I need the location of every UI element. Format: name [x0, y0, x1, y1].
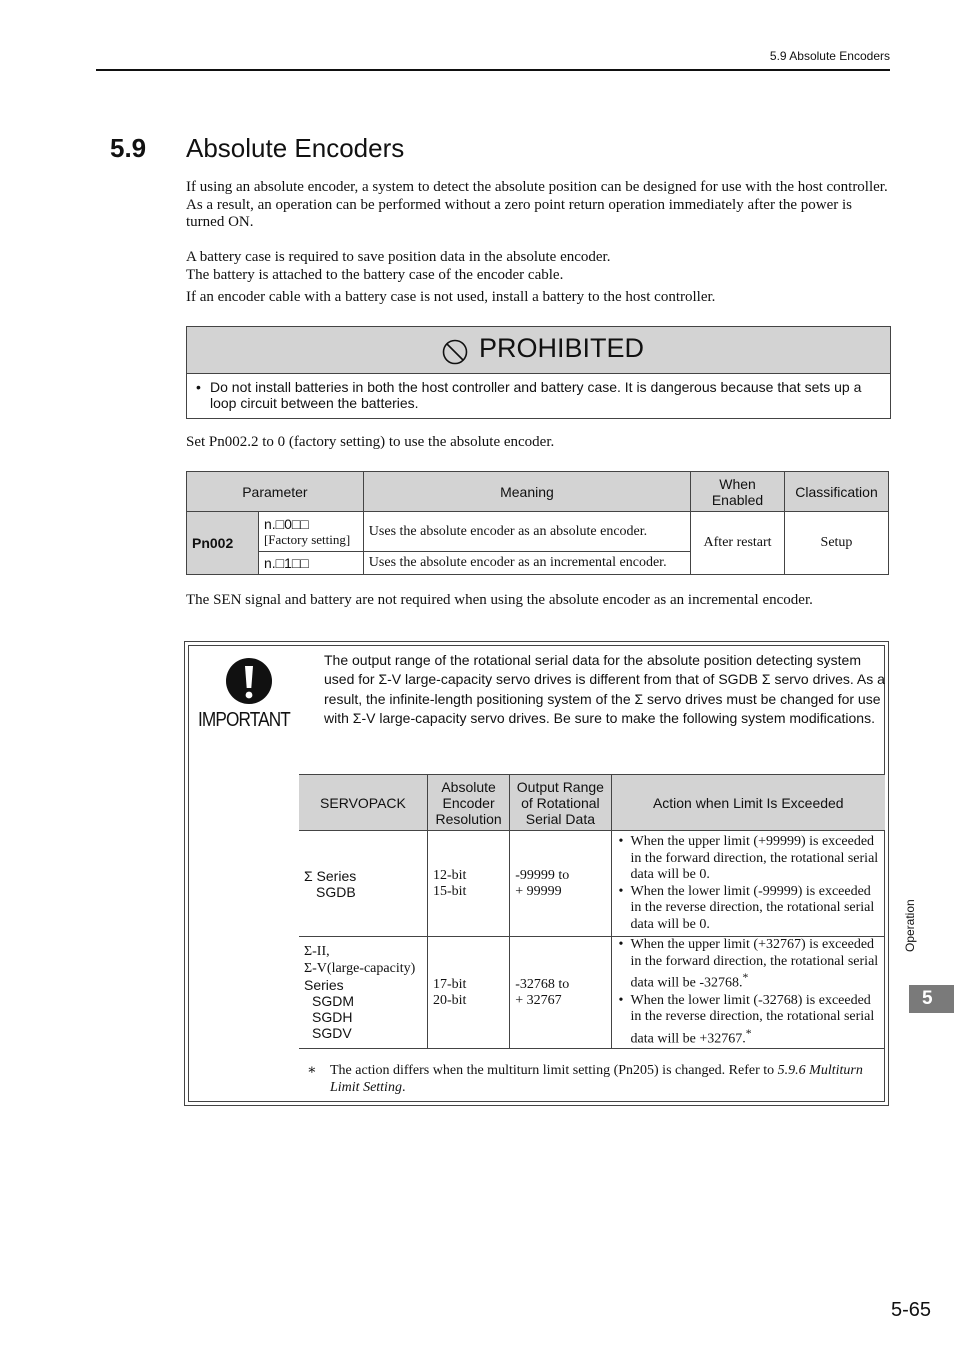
- footnote-marker: *: [742, 971, 749, 985]
- prohibited-title: PROHIBITED: [479, 333, 645, 363]
- page-number: 5-65: [890, 1299, 931, 1321]
- resolution-value: 15-bit: [432, 883, 467, 899]
- important-label: IMPORTANT: [198, 709, 290, 731]
- footnote-end: .: [401, 1079, 406, 1095]
- model-name: SGDB: [316, 883, 356, 900]
- header-classification: Classification: [785, 472, 889, 512]
- battery-paragraph-1: A battery case is required to save position data in the absolute encoder.: [186, 249, 611, 265]
- sen-signal-note: The SEN signal and battery are not required when using the absolute encoder as an incremental encoder.: [186, 592, 813, 608]
- header-resolution: Absolute Encoder Resolution: [427, 775, 509, 831]
- chapter-tab-number: 5: [909, 985, 954, 1013]
- parameter-intro: Set Pn002.2 to 0 (factory setting) to use the absolute encoder.: [186, 434, 555, 450]
- setting-cell: [258, 512, 363, 552]
- prohibited-header: [187, 327, 890, 374]
- series-label: Series: [304, 977, 344, 993]
- series-name: Σ-II,: [304, 944, 330, 959]
- action-cell: [611, 937, 885, 1049]
- running-head: 5.9 Absolute Encoders: [769, 49, 890, 63]
- battery-paragraph-2: The battery is attached to the battery case of the encoder cable.: [186, 267, 564, 283]
- header-action: Action when Limit Is Exceeded: [611, 775, 885, 831]
- servopack-cell: [299, 937, 427, 1049]
- model-name: SGDM: [312, 993, 354, 1009]
- action-item: [619, 834, 880, 884]
- range-cell: [510, 831, 611, 937]
- resolution-cell: [427, 937, 509, 1049]
- bullet-mark: •: [618, 992, 624, 1008]
- header-rule: [96, 69, 890, 71]
- when-enabled-cell: After restart: [691, 512, 785, 575]
- range-value: -99999 to: [515, 867, 570, 883]
- model-name: SGDV: [312, 1025, 352, 1041]
- bullet-mark: •: [618, 834, 624, 849]
- exclamation-icon: [223, 658, 275, 706]
- range-value: -32768 to: [515, 976, 570, 992]
- footnote-text: The action differs when the multiturn limit setting (Pn205) is changed. Refer to: [330, 1063, 778, 1078]
- footnote: [307, 1063, 887, 1096]
- action-text: When the upper limit (+32767) is exceeded in the forward direction, the rotational serial data will be -32768.: [630, 937, 879, 991]
- section-title: Absolute Encoders: [186, 133, 405, 163]
- chapter-tab-label: Operation: [903, 899, 917, 953]
- range-cell: [510, 937, 611, 1049]
- action-text: When the upper limit (+99999) is exceeded in the forward direction, the rotational serial data will be 0.: [630, 834, 879, 882]
- model-name: SGDH: [312, 1009, 353, 1025]
- parameter-number: Pn002: [187, 512, 259, 575]
- setting-value: n.□0□□: [263, 515, 309, 532]
- action-cell: [611, 831, 885, 937]
- action-item: [619, 937, 880, 992]
- battery-paragraph-3: If an encoder cable with a battery case is not used, install a battery to the host controller.: [186, 289, 716, 305]
- intro-paragraph: If using an absolute encoder, a system to detect the absolute position can be designed for use with the host controller. As a result, an operation can be performed without a zero point return operation immediately after the power is turned ON.: [186, 179, 888, 230]
- setting-value: n.□1□□: [258, 552, 363, 575]
- action-text: When the lower limit (-32768) is exceeded in the reverse direction, the rotational serial data will be +32767.: [630, 992, 875, 1047]
- prohibited-notice: [186, 326, 891, 419]
- servopack-cell: [299, 831, 427, 937]
- meaning-cell: Uses the absolute encoder as an absolute encoder.: [363, 512, 690, 552]
- header-output-range: Output Range of Rotational Serial Data: [510, 775, 611, 831]
- factory-setting-note: [Factory setting]: [263, 531, 351, 547]
- footnote-reference[interactable]: 5.9.6 Multiturn Limit Setting: [330, 1063, 863, 1095]
- prohibited-body: [187, 374, 890, 411]
- resolution-value: 12-bit: [432, 867, 467, 883]
- action-item: [619, 884, 880, 934]
- series-name: Σ-V(large-capacity): [304, 960, 416, 976]
- important-text: The output range of the rotational serial data for the absolute position detecting system used for Σ-V large-capacity servo drives is different from that of SGDB Σ servo drives. As a result, the infinite-length positioning system of the Σ servo drives must be changed for use with Σ-V large-capacity servo drives. Be sure to make the following system modifications.: [324, 652, 885, 726]
- action-item: [619, 993, 880, 1048]
- range-value: + 32767: [515, 992, 562, 1008]
- classification-cell: Setup: [785, 512, 889, 575]
- meaning-cell: Uses the absolute encoder as an incremental encoder.: [363, 552, 690, 575]
- bullet-mark: •: [618, 883, 624, 899]
- bullet-mark: •: [618, 937, 624, 953]
- section-number: 5.9: [110, 133, 147, 163]
- range-value: + 99999: [515, 883, 562, 899]
- parameter-table: [186, 471, 889, 575]
- action-text: When the lower limit (-99999) is exceeded in the reverse direction, the rotational serial data will be 0.: [630, 883, 875, 932]
- prohibited-icon: [442, 339, 468, 365]
- bullet-mark: •: [196, 379, 201, 395]
- resolution-value: 17-bit: [432, 976, 467, 992]
- header-servopack: SERVOPACK: [299, 775, 427, 831]
- header-parameter: Parameter: [187, 472, 364, 512]
- important-notice: [184, 641, 889, 1106]
- resolution-cell: [427, 831, 509, 937]
- footnote-marker: *: [745, 1026, 752, 1040]
- header-when-enabled: When Enabled: [691, 472, 785, 512]
- series-name: Σ Series: [304, 867, 357, 884]
- limit-table: [299, 774, 885, 1049]
- resolution-value: 20-bit: [432, 992, 467, 1008]
- footnote-mark: ∗: [307, 1063, 317, 1078]
- prohibited-text: Do not install batteries in both the host controller and battery case. It is dangerous because that sets up a loop circuit between the batteries.: [210, 379, 862, 411]
- header-meaning: Meaning: [363, 472, 690, 512]
